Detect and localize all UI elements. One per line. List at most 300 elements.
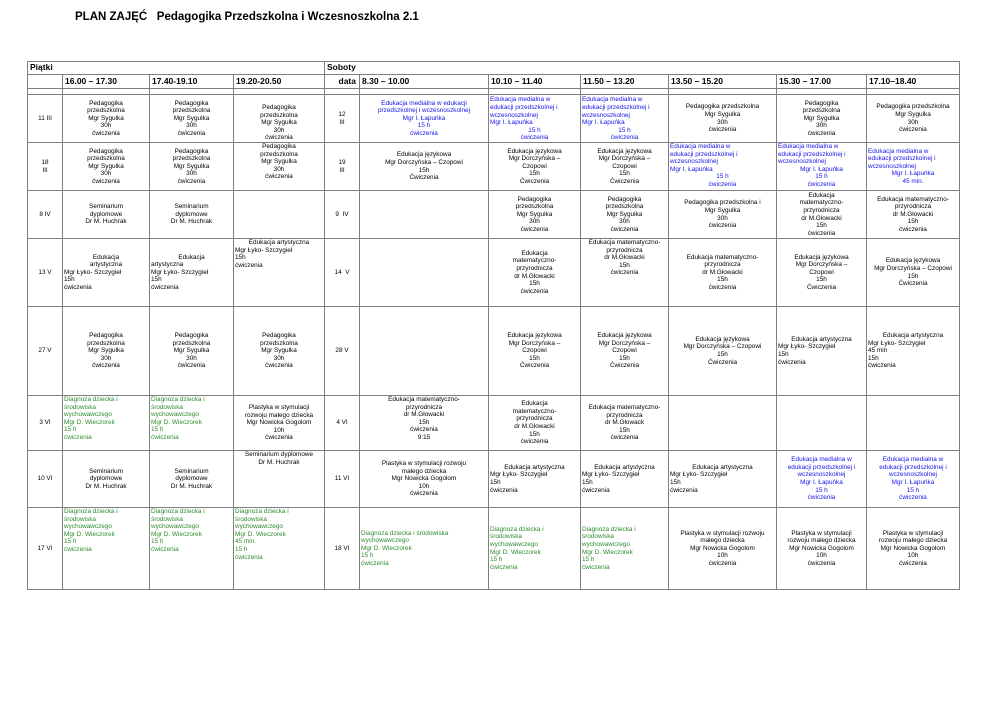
cell-line: Seminarium bbox=[88, 467, 124, 475]
saturday-class-cell bbox=[489, 239, 581, 307]
saturday-class-cell bbox=[867, 396, 960, 451]
cell-line: Mgr I. Łapuńka bbox=[800, 165, 843, 173]
cell-line: 15h bbox=[490, 479, 501, 486]
cell-line: środowiska bbox=[490, 533, 522, 541]
cell-line: Edukacja językowa bbox=[597, 147, 652, 155]
cell-line: ćwiczenia bbox=[92, 129, 120, 137]
friday-class-cell bbox=[150, 451, 234, 508]
friday-class-cell bbox=[234, 239, 325, 307]
cell-line: Czopowi bbox=[612, 347, 637, 355]
friday-class-cell bbox=[234, 95, 325, 143]
cell-line: Mgr Sygulka bbox=[261, 119, 297, 127]
cell-line: Mgr D. Wieczorek bbox=[235, 530, 286, 538]
saturday-class-cell bbox=[581, 307, 669, 396]
cell-line: 15h bbox=[418, 418, 430, 426]
friday-class-cell bbox=[63, 191, 150, 239]
saturday-class-cell bbox=[489, 307, 581, 396]
date-line: 28 V bbox=[335, 347, 349, 355]
saturday-class-cell bbox=[867, 191, 960, 239]
cell-line: ćwiczenia bbox=[520, 287, 549, 295]
cell-line: Mgr Łyko- Szczygieł bbox=[778, 343, 836, 351]
cell-line: 10h bbox=[717, 552, 728, 560]
cell-line: Edukacja medialna w bbox=[582, 96, 643, 104]
cell-line: Mgr Sygulka bbox=[606, 210, 643, 218]
cell-line: przyrodnicza bbox=[516, 415, 553, 423]
cell-line: wczesnoszkolnej bbox=[889, 471, 937, 479]
saturday-class-cell bbox=[669, 239, 777, 307]
cell-line: Mgr Nowicka Gogolom bbox=[391, 475, 457, 483]
cell-line: Edukacja językowa bbox=[885, 257, 941, 265]
cell-line: Mgr Nowicka Gogolom bbox=[690, 544, 755, 552]
cell-line: Mgr D. Wieczorek bbox=[64, 530, 115, 538]
cell-line: ćwiczenia bbox=[235, 261, 263, 269]
cell-line: Edukacja artystyczna bbox=[504, 463, 565, 471]
cell-line: 30h bbox=[186, 170, 197, 178]
saturday-class-cell bbox=[360, 508, 489, 590]
cell-line: Ćwiczenia bbox=[898, 280, 928, 288]
cell-line: Diagnoza dziecka i bbox=[235, 508, 289, 515]
saturday-class-cell bbox=[669, 396, 777, 451]
date-line: 11 VI bbox=[334, 475, 350, 483]
cell-line: przyrodnicza bbox=[405, 403, 443, 411]
saturday-date bbox=[325, 239, 360, 307]
cell-line: 10h bbox=[418, 482, 430, 490]
cell-line: dyplomowe bbox=[175, 475, 208, 483]
cell-line: matematyczno- bbox=[799, 199, 844, 207]
cell-line: Edukacja artystyczna bbox=[882, 332, 944, 340]
friday-date bbox=[28, 396, 63, 451]
cell-line: Mgr Dorczyńska – Czopowi bbox=[874, 264, 952, 272]
cell-line: Mgr Dorczyńska – bbox=[508, 339, 561, 347]
cell-line: Dr M. Huchrak bbox=[170, 482, 213, 490]
schedule-row bbox=[28, 451, 960, 508]
cell-line: Edukacja matematyczno- bbox=[686, 253, 759, 261]
cell-line: ćwiczenia bbox=[899, 126, 927, 134]
cell-line: 15h bbox=[619, 354, 630, 362]
cell-line: ćwiczenia bbox=[151, 433, 179, 441]
cell-line: ćwiczenia bbox=[520, 438, 549, 446]
cell-line: Mgr Sygulka bbox=[516, 210, 553, 218]
fridays-label: Piątki bbox=[28, 62, 325, 75]
cell-line: Mgr I. Łapuńka bbox=[670, 165, 713, 173]
saturday-date bbox=[325, 307, 360, 396]
cell-line: ćwiczenia bbox=[410, 490, 438, 498]
cell-line: ćwiczenia bbox=[92, 362, 120, 370]
cell-line: 30h bbox=[273, 126, 285, 134]
time-header-row bbox=[28, 75, 960, 89]
cell-line: ćwiczenia bbox=[807, 494, 836, 502]
cell-line: Edukacja językowa bbox=[507, 332, 562, 340]
cell-line: matematyczno- bbox=[512, 407, 557, 415]
friday-class-cell bbox=[63, 396, 150, 451]
cell-line: Mgr Łyko- Szczygieł bbox=[490, 471, 548, 479]
sat-time-header: 11.50 – 13.20 bbox=[581, 75, 669, 89]
date-header: data bbox=[325, 75, 360, 89]
cell-line: Diagnoza dziecka i bbox=[64, 508, 118, 515]
cell-line: Plastyka w stymulacji bbox=[791, 529, 852, 537]
cell-line: ćwiczenia bbox=[177, 129, 206, 137]
cell-line: Mgr Nowicka Gogolom bbox=[880, 544, 946, 552]
cell-line: 45 min. bbox=[235, 538, 256, 546]
cell-line: 15h bbox=[529, 170, 540, 178]
cell-line: edukacji przedszkolnej i bbox=[490, 104, 558, 112]
cell-line: 15h bbox=[778, 351, 789, 358]
fri-time-header: 17.40-19.10 bbox=[150, 75, 234, 89]
saturday-class-cell bbox=[777, 143, 867, 191]
cell-line: wychowawczego bbox=[235, 523, 283, 531]
cell-line: 15h bbox=[529, 280, 540, 288]
friday-date bbox=[28, 95, 63, 143]
cell-line: Mgr D. Wieczorek bbox=[151, 418, 202, 426]
cell-line: Seminarium dyplomowe bbox=[244, 451, 314, 458]
cell-line: przyrodnicza bbox=[606, 246, 643, 254]
cell-line: Mgr Sygulka bbox=[173, 114, 210, 122]
cell-line: ćwiczenia bbox=[610, 134, 639, 142]
date-line: 18 VI bbox=[334, 544, 350, 552]
cell-line: małego dziecka bbox=[401, 467, 447, 475]
cell-line: Edukacja medialna w bbox=[778, 143, 839, 150]
cell-line: 10h bbox=[907, 552, 919, 560]
cell-line: ćwiczenia bbox=[410, 129, 438, 137]
cell-line: Ćwiczenia bbox=[409, 174, 439, 182]
saturday-class-cell bbox=[360, 191, 489, 239]
saturday-class-cell bbox=[581, 95, 669, 143]
saturday-class-cell bbox=[581, 143, 669, 191]
cell-line: 15 h bbox=[64, 426, 77, 434]
cell-line: wychowawczego bbox=[151, 411, 199, 419]
cell-line: Plastyka w stymulacji rozwoju bbox=[381, 460, 467, 468]
cell-line: 15h bbox=[619, 261, 630, 269]
friday-class-cell bbox=[150, 143, 234, 191]
cell-line: Edukacja bbox=[521, 400, 548, 408]
saturday-class-cell bbox=[777, 307, 867, 396]
saturday-class-cell bbox=[777, 191, 867, 239]
cell-line: 15 h bbox=[151, 426, 164, 434]
cell-line: ćwiczenia bbox=[807, 129, 836, 137]
cell-line: ćwiczenia bbox=[708, 559, 737, 567]
cell-line: 15 h bbox=[815, 486, 828, 494]
saturday-class-cell bbox=[867, 143, 960, 191]
cell-line: 15 h bbox=[64, 538, 77, 546]
schedule-row bbox=[28, 143, 960, 191]
cell-line: edukacji przedszkolnej i bbox=[879, 463, 947, 471]
cell-line: 15h bbox=[670, 479, 681, 486]
cell-line: Pedagogika bbox=[89, 332, 123, 340]
saturday-class-cell bbox=[669, 451, 777, 508]
cell-line: Mgr D. Wieczorek bbox=[361, 544, 412, 552]
schedule-row bbox=[28, 191, 960, 239]
saturday-class-cell bbox=[777, 95, 867, 143]
friday-class-cell bbox=[234, 451, 325, 508]
cell-line: Mgr I. Łapuńka bbox=[800, 479, 843, 486]
cell-line: Pedagogika bbox=[262, 143, 296, 150]
cell-line: Seminarium bbox=[174, 203, 209, 211]
cell-line: Dr M. Huchrak bbox=[85, 482, 127, 490]
date-line: 3 VI bbox=[39, 419, 51, 427]
saturday-class-cell bbox=[360, 239, 489, 307]
cell-line: Pedagogika bbox=[174, 147, 209, 155]
cell-line: Edukacja matematyczno- bbox=[588, 239, 661, 246]
cell-line: ćwiczenia bbox=[177, 362, 206, 370]
cell-line: Ćwiczenia bbox=[609, 362, 640, 370]
cell-line: 15h bbox=[529, 354, 540, 362]
cell-line: dr M.Głowacki bbox=[514, 423, 555, 430]
cell-line: Ćwiczenia bbox=[519, 177, 550, 185]
cell-line: przedszkolna bbox=[605, 203, 644, 211]
saturday-date bbox=[325, 396, 360, 451]
friday-class-cell bbox=[234, 143, 325, 191]
date-line: 4 VI bbox=[336, 419, 348, 427]
sat-time-header: 17.10–18.40 bbox=[867, 75, 960, 89]
cell-line: ćwiczenia bbox=[899, 559, 927, 567]
cell-line: wychowawczego bbox=[151, 523, 199, 531]
saturday-class-cell bbox=[777, 508, 867, 590]
cell-line: Edukacja medialna w edukacji bbox=[381, 99, 467, 107]
cell-line: dr M.Głowacki bbox=[702, 268, 743, 276]
cell-line: dyplomowe bbox=[89, 210, 123, 218]
friday-class-cell bbox=[234, 508, 325, 590]
cell-line: edukacji przedszkolnej i bbox=[868, 155, 936, 163]
schedule-table bbox=[27, 61, 960, 590]
cell-line: wychowawczego bbox=[361, 537, 409, 545]
cell-line: 30h bbox=[717, 214, 728, 222]
cell-line: przedszkolnej i wczesnoszkolnej bbox=[378, 107, 470, 115]
cell-line: Seminarium bbox=[88, 203, 124, 211]
cell-line: 45 min. bbox=[902, 177, 924, 185]
cell-line: 15h bbox=[717, 276, 728, 284]
cell-line: 30h bbox=[100, 354, 112, 362]
friday-class-cell bbox=[150, 95, 234, 143]
cell-line: dr M.Głowacki bbox=[892, 210, 934, 218]
cell-line: ćwiczenia bbox=[520, 134, 549, 142]
cell-line: wczesnoszkolnej bbox=[797, 471, 846, 479]
date-line: III bbox=[339, 166, 345, 174]
cell-line: 15h bbox=[868, 354, 879, 362]
cell-line: Pedagogika bbox=[89, 147, 123, 155]
cell-line: ćwiczenia bbox=[151, 283, 179, 291]
saturday-class-cell bbox=[360, 143, 489, 191]
cell-line: Mgr I. Łapuńka bbox=[891, 170, 935, 178]
friday-date bbox=[28, 451, 63, 508]
friday-class-cell bbox=[63, 143, 150, 191]
sat-time-header: 10.10 – 11.40 bbox=[489, 75, 581, 89]
cell-line: wczesnoszkolnej bbox=[778, 158, 826, 166]
saturday-class-cell bbox=[360, 307, 489, 396]
fri-time-header: 16.00 – 17.30 bbox=[63, 75, 150, 89]
cell-line: 15 h bbox=[716, 173, 729, 181]
cell-line: Dr M. Huchrak bbox=[170, 218, 213, 226]
saturday-class-cell bbox=[360, 95, 489, 143]
cell-line: ćwiczenia bbox=[610, 225, 639, 233]
cell-line: Mgr Sygulka bbox=[261, 347, 297, 355]
date-line: 17 VI bbox=[37, 544, 53, 552]
cell-line: ćwiczenia bbox=[708, 283, 737, 291]
cell-line: środowiska bbox=[582, 533, 614, 541]
cell-line: ćwiczenia bbox=[708, 180, 737, 188]
cell-line: ćwiczenia bbox=[807, 180, 836, 188]
cell-line: Mgr Łyko- Szczygieł bbox=[235, 246, 293, 254]
cell-line: Ćwiczenia bbox=[707, 358, 738, 366]
friday-date bbox=[28, 143, 63, 191]
date-line: 18 bbox=[41, 158, 49, 166]
cell-line: ćwiczenia bbox=[265, 434, 293, 442]
cell-line: Edukacja językowa bbox=[597, 332, 652, 340]
cell-line: 15h bbox=[619, 426, 630, 434]
cell-line: ćwiczenia bbox=[64, 545, 92, 553]
cell-line: ćwiczenia bbox=[670, 486, 698, 494]
cell-line: Edukacja artystyczna bbox=[594, 463, 655, 471]
cell-line: przyrodnicza bbox=[606, 411, 643, 419]
cell-line: edukacji przedszkolnej i bbox=[670, 150, 738, 158]
friday-class-cell bbox=[150, 396, 234, 451]
cell-line: ćwiczenia bbox=[265, 173, 293, 181]
cell-line: 30h bbox=[186, 354, 197, 362]
cell-line: Mgr D. Wieczorek bbox=[582, 548, 633, 556]
cell-line: ćwiczenia bbox=[265, 362, 293, 370]
date-line: 12 bbox=[338, 110, 346, 118]
date-line: 9 IV bbox=[335, 210, 349, 218]
cell-line: dr M.Głowacki bbox=[604, 254, 645, 262]
cell-line: rozwoju małego dziecka bbox=[244, 411, 314, 419]
friday-class-cell bbox=[150, 191, 234, 239]
cell-line: Pedagogika przedszkolna i bbox=[684, 199, 761, 207]
cell-line: Mgr Sygulka bbox=[803, 114, 840, 122]
cell-line: Pedagogika bbox=[262, 332, 296, 340]
cell-line: wczesnoszkolnej bbox=[490, 111, 538, 119]
saturday-class-cell bbox=[669, 143, 777, 191]
cell-line: 15h bbox=[816, 276, 827, 284]
friday-class-cell bbox=[150, 307, 234, 396]
cell-line: przedszkolna bbox=[87, 107, 125, 115]
cell-line: Mgr D. Wieczorek bbox=[490, 548, 541, 556]
friday-class-cell bbox=[63, 508, 150, 590]
cell-line: Pedagogika przedszkolna bbox=[685, 103, 760, 111]
friday-class-cell bbox=[63, 451, 150, 508]
saturday-class-cell bbox=[581, 239, 669, 307]
cell-line: Dr M. Huchrak bbox=[258, 458, 300, 466]
cell-line: matematyczno- bbox=[512, 257, 557, 265]
saturday-class-cell bbox=[777, 396, 867, 451]
cell-line: Mgr Sygulka bbox=[88, 114, 124, 122]
cell-line: Edukacja bbox=[178, 253, 205, 261]
cell-line: ćwiczenia bbox=[151, 545, 179, 553]
cell-line: Mgr Dorczyńska – Czopowi bbox=[385, 158, 463, 166]
cell-line: Mgr Sygulka bbox=[895, 110, 931, 118]
cell-line: ćwiczenia bbox=[610, 269, 639, 277]
cell-line: środowiska bbox=[64, 515, 96, 523]
saturday-class-cell bbox=[669, 508, 777, 590]
cell-line: 15 h bbox=[582, 556, 595, 564]
cell-line: Mgr Dorczyńska – bbox=[598, 155, 651, 163]
saturday-date bbox=[325, 95, 360, 143]
cell-line: dr M.Głowack bbox=[604, 419, 645, 427]
cell-line: Mgr Sygulka bbox=[88, 347, 124, 355]
cell-line: rozwoju małego dziecka bbox=[787, 537, 856, 545]
cell-line: Edukacja matematyczno- bbox=[588, 404, 661, 412]
cell-line: Edukacja matematyczno- bbox=[388, 396, 460, 403]
cell-line: 30h bbox=[273, 165, 285, 173]
cell-line: dyplomowe bbox=[89, 475, 123, 483]
cell-line: Pedagogika bbox=[262, 104, 296, 112]
cell-line: Czopowi bbox=[612, 162, 637, 170]
cell-line: Plastyka w stymulacji bbox=[882, 529, 944, 537]
cell-line: Edukacja matematyczno- bbox=[877, 195, 949, 203]
cell-line: wczesnoszkolnej bbox=[582, 111, 630, 119]
cell-line: Mgr Łyko- Szczygieł bbox=[670, 471, 728, 479]
cell-line: Pedagogika bbox=[174, 332, 209, 340]
saturdays-label: Soboty bbox=[325, 62, 960, 75]
saturday-class-cell bbox=[581, 396, 669, 451]
cell-line: edukacji przedszkolnej i bbox=[582, 104, 650, 112]
cell-line: 30h bbox=[529, 218, 540, 226]
cell-line: ćwiczenia bbox=[708, 222, 737, 230]
saturday-class-cell bbox=[360, 396, 489, 451]
cell-line: wychowawczego bbox=[582, 540, 630, 548]
cell-line: Mgr Dorczyńska – bbox=[598, 339, 651, 347]
schedule-row bbox=[28, 307, 960, 396]
cell-line: Pedagogika bbox=[174, 99, 209, 107]
friday-date bbox=[28, 191, 63, 239]
cell-line: wychowawczego bbox=[64, 523, 112, 531]
saturday-date bbox=[325, 143, 360, 191]
cell-line: ćwiczenia bbox=[265, 134, 293, 142]
cell-line: ćwiczenia bbox=[708, 126, 737, 134]
cell-line: Edukacja językowa bbox=[695, 335, 750, 343]
saturday-class-cell bbox=[669, 307, 777, 396]
cell-line: 15 h bbox=[361, 552, 374, 560]
saturday-class-cell bbox=[867, 451, 960, 508]
cell-line: Mgr Sygulka bbox=[173, 347, 210, 355]
cell-line: wychowawczego bbox=[64, 411, 112, 419]
date-line: 19 bbox=[338, 158, 346, 166]
cell-line: Plastyka w stymulacji rozwoju bbox=[680, 529, 765, 537]
cell-line: Edukacja językowa bbox=[507, 147, 562, 155]
saturday-class-cell bbox=[867, 239, 960, 307]
date-line: 14 V bbox=[334, 268, 350, 276]
date-line: 8 IV bbox=[39, 210, 51, 218]
cell-line: artystyczna bbox=[89, 261, 123, 269]
cell-line: ćwiczenia bbox=[520, 225, 549, 233]
cell-line: 15 h bbox=[815, 173, 828, 181]
cell-line: 15h bbox=[418, 166, 430, 174]
cell-line: Mgr Dorczyńska – bbox=[795, 261, 848, 269]
page-title: PLAN ZAJĘĆ Pedagogika Przedszkolna i Wczesnoszkolna 2.1 bbox=[75, 11, 419, 23]
cell-line: 15h bbox=[907, 272, 919, 280]
saturday-class-cell bbox=[867, 95, 960, 143]
cell-line: dr M.Głowacki bbox=[801, 214, 842, 222]
saturday-class-cell bbox=[581, 191, 669, 239]
cell-line: dr M.Głowacki bbox=[403, 411, 445, 419]
cell-line: 10h bbox=[816, 552, 827, 560]
cell-line: Edukacja artystyczna bbox=[248, 239, 310, 246]
cell-line: przedszkolna bbox=[260, 150, 298, 158]
cell-line: 30h bbox=[619, 218, 630, 226]
cell-line: ćwiczenia bbox=[490, 563, 518, 571]
cell-line: Mgr Łyko- Szczygieł bbox=[868, 339, 926, 347]
cell-line: ćwiczenia bbox=[410, 426, 438, 434]
cell-line: 30h bbox=[100, 170, 112, 178]
cell-line: 15h bbox=[907, 218, 919, 226]
cell-line: ćwiczenia bbox=[64, 433, 92, 441]
cell-line: Mgr Sygulka bbox=[704, 206, 741, 214]
friday-class-cell bbox=[150, 239, 234, 307]
cell-line: środowiska bbox=[151, 403, 183, 411]
friday-class-cell bbox=[234, 307, 325, 396]
cell-line: Mgr Sygulka bbox=[704, 110, 741, 118]
cell-line: 30h bbox=[273, 354, 285, 362]
cell-line: 15h bbox=[717, 351, 728, 358]
cell-line: przyrodnicza bbox=[516, 264, 553, 272]
